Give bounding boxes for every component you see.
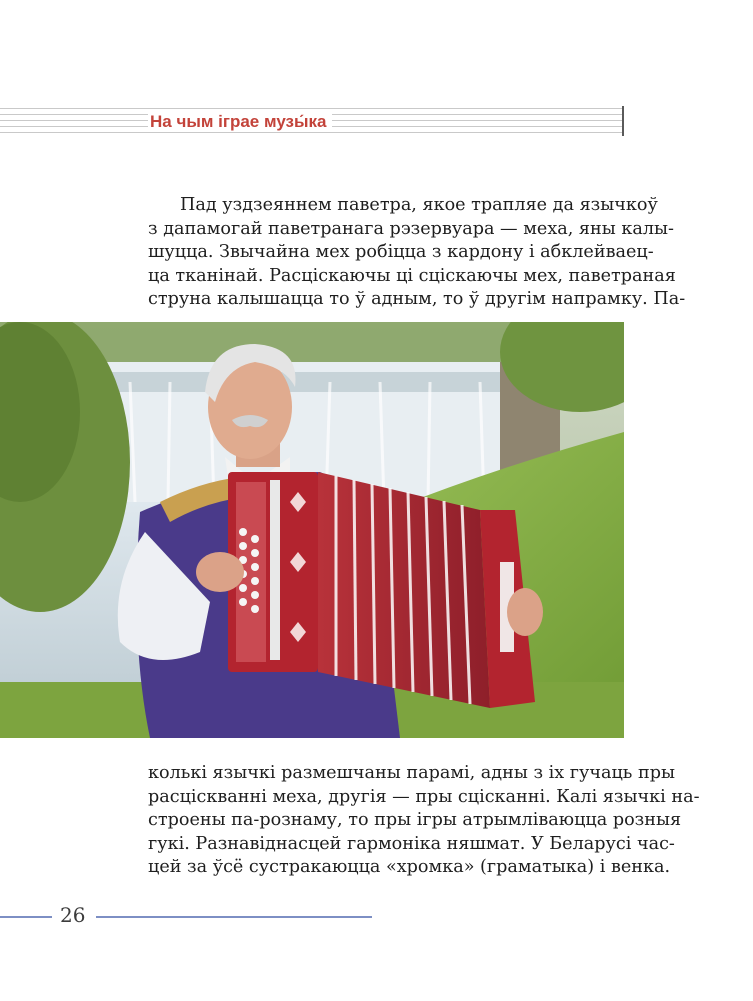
footer-rule-right	[96, 916, 372, 918]
text-line: Пад уздзеяннем паветра, якое трапляе да язычкоў	[180, 195, 658, 215]
page-number: 26	[60, 903, 86, 927]
paragraph-top	[148, 194, 686, 312]
text-line: струна калышацца то ў адным, то ў другім напрамку. Па-	[148, 289, 686, 310]
running-header	[0, 106, 624, 136]
accordion-player-photo	[0, 322, 624, 738]
text-line: ца тканінай. Расціскаючы ці сціскаючы мех, паветраная	[148, 265, 676, 286]
staff-line	[0, 132, 624, 133]
text-line: расціскванні меха, другія — пры сцісканні. Калі язычкі на-	[148, 786, 700, 807]
text-line: гукі. Разнавіднасцей гармоніка няшмат. У Беларусі час-	[148, 833, 675, 854]
footer-rule-left	[0, 916, 52, 918]
staff-line	[0, 108, 624, 109]
section-title: На чым іграе музы́ка	[148, 112, 332, 132]
text-line: колькі язычкі размешчаны парамі, адны з іх гучаць пры	[148, 763, 675, 783]
staff-bar-line	[622, 106, 624, 136]
text-line: цей за ўсё сустракаюцца «хромка» (граматыка) і венка.	[148, 857, 671, 878]
text-line: з дапамогай паветранага рэзервуара — меха, яны калы-	[148, 218, 674, 239]
text-line: шуцца. Звычайна мех робіцца з кардону і абклейваец-	[148, 242, 654, 263]
paragraph-bottom	[148, 762, 700, 880]
text-line: строены па-рознаму, то пры ігры атрымліваюцца розныя	[148, 810, 682, 831]
